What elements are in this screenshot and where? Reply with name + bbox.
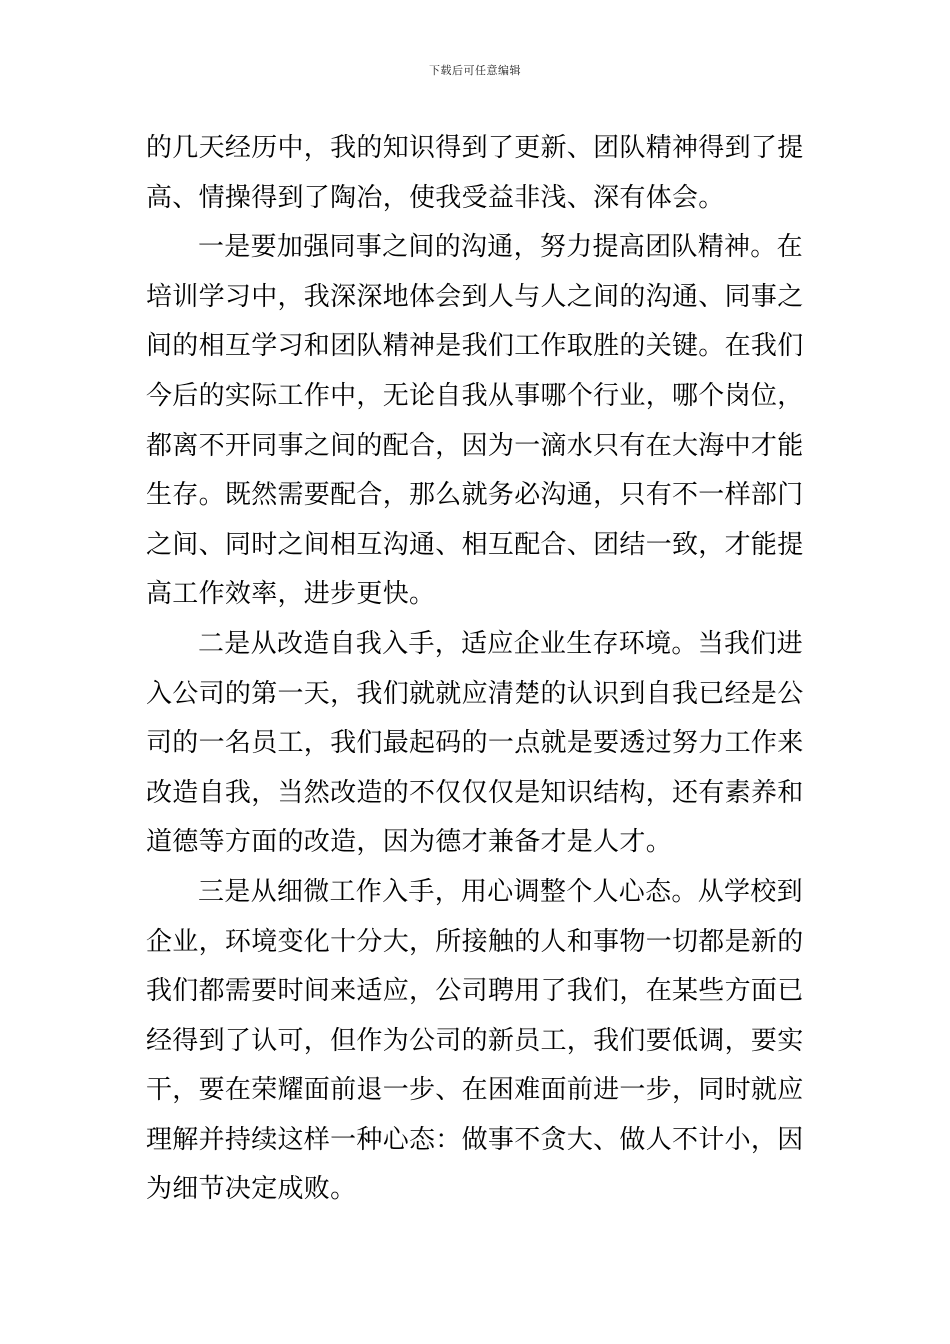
page-header: 下载后可任意编辑 (429, 64, 521, 77)
text-line: 今后的实际工作中，无论自我从事哪个行业，哪个岗位， (146, 380, 804, 411)
text-line: 为细节决定成败。 (146, 1174, 357, 1205)
text-line: 司的一名员工，我们最起码的一点就是要透过努力工作来 (146, 728, 804, 759)
text-line: 企业，环境变化十分大，所接触的人和事物一切都是新的 (146, 926, 804, 957)
text-line: 生存。既然需要配合，那么就务必沟通，只有不一样部门 (146, 480, 804, 511)
document-body (146, 124, 808, 1215)
text-line: 改造自我，当然改造的不仅仅仅是知识结构，还有素养和 (146, 777, 804, 808)
paragraph-first-line: 二是从改造自我入手，适应企业生存环境。当我们进 (198, 628, 803, 659)
paragraph-first-line: 三是从细微工作入手，用心调整个人心态。从学校到 (198, 876, 803, 907)
text-line: 高、情操得到了陶冶，使我受益非浅、深有体会。 (146, 182, 725, 213)
text-line: 经得到了认可，但作为公司的新员工，我们要低调，要实 (146, 1025, 804, 1056)
text-line: 入公司的第一天，我们就就应清楚的认识到自我已经是公 (146, 678, 804, 709)
text-line: 高工作效率，进步更快。 (146, 579, 436, 610)
text-line: 都离不开同事之间的配合，因为一滴水只有在大海中才能 (146, 430, 804, 461)
text-line: 干，要在荣耀面前退一步、在困难面前进一步，同时就应 (146, 1075, 804, 1106)
text-line: 之间、同时之间相互沟通、相互配合、团结一致，才能提 (146, 529, 804, 560)
text-line: 我们都需要时间来适应，公司聘用了我们，在某些方面已 (146, 976, 804, 1007)
text-line: 的几天经历中，我的知识得到了更新、团队精神得到了提 (146, 133, 804, 163)
text-line: 间的相互学习和团队精神是我们工作取胜的关键。在我们 (146, 331, 804, 362)
text-line: 培训学习中，我深深地体会到人与人之间的沟通、同事之 (146, 281, 804, 312)
text-line: 理解并持续这样一种心态：做事不贪大、做人不计小，因 (146, 1124, 804, 1155)
text-line: 道德等方面的改造，因为德才兼备才是人才。 (146, 827, 673, 858)
paragraph-first-line: 一是要加强同事之间的沟通，努力提高团队精神。在 (198, 232, 803, 263)
